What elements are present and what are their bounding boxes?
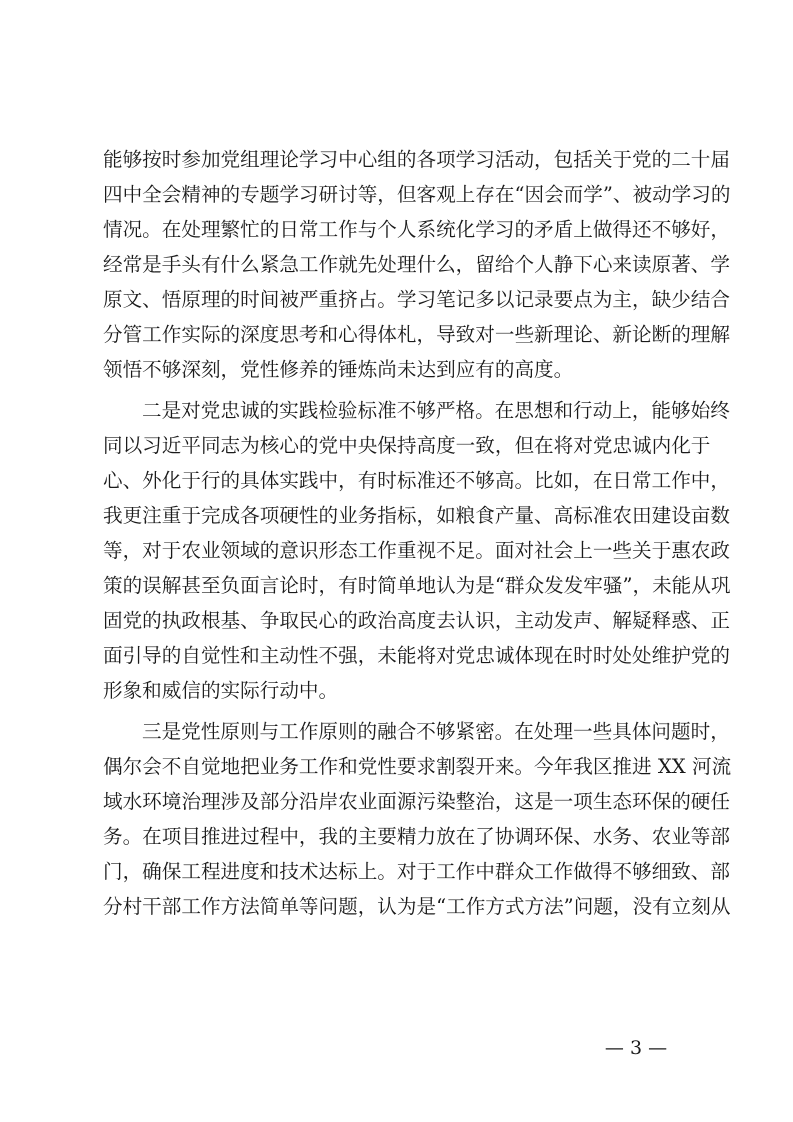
body-text bbox=[103, 142, 732, 924]
text-line: 域水环境治理涉及部分沿岸农业面源污染整治，这是一项生态环保的硬任 bbox=[103, 790, 730, 813]
text-line: 分村干部工作方法简单等问题，认为是“工作方式方法”问题，没有立刻从 bbox=[103, 895, 731, 918]
text-line: 固党的执政根基、争取民心的政治高度去认识，主动发声、解疑释惑、正 bbox=[103, 609, 730, 632]
text-line: 能够按时参加党组理论学习中心组的各项学习活动，包括关于党的二十届 bbox=[103, 148, 730, 171]
paragraph-3 bbox=[103, 714, 732, 924]
paragraph-2 bbox=[103, 393, 731, 708]
text-line: 形象和威信的实际行动中。 bbox=[103, 679, 339, 702]
text-line: 面引导的自觉性和主动性不强，未能将对党忠诚体现在时时处处维护党的 bbox=[103, 644, 730, 667]
text-line: 原文、悟原理的时间被严重挤占。学习笔记多以记录要点为主，缺少结合 bbox=[103, 288, 730, 311]
text-line: 经常是手头有什么紧急工作就先处理什么，留给个人静下心来读原著、学 bbox=[103, 253, 730, 276]
text-line: 门，确保工程进度和技术达标上。对于工作中群众工作做得不够细致、部 bbox=[103, 860, 730, 883]
page-number: — 3 — bbox=[604, 1037, 668, 1059]
text-line: 二是对党忠诚的实践检验标准不够严格。在思想和行动上，能够始终 bbox=[142, 399, 730, 422]
text-line: 等，对于农业领域的意识形态工作重视不足。面对社会上一些关于惠农政 bbox=[103, 539, 730, 562]
text-line: 三是党性原则与工作原则的融合不够紧密。在处理一些具体问题时， bbox=[142, 720, 730, 743]
text-line: 偶尔会不自觉地把业务工作和党性要求割裂开来。今年我区推进 XX 河流 bbox=[103, 755, 732, 778]
text-line: 四中全会精神的专题学习研讨等，但客观上存在“因会而学”、被动学习的 bbox=[103, 183, 731, 206]
text-line: 领悟不够深刻，党性修养的锤炼尚未达到应有的高度。 bbox=[103, 358, 574, 381]
text-line: 策的误解甚至负面言论时，有时简单地认为是“群众发发牢骚”，未能从巩 bbox=[103, 574, 731, 597]
text-line: 分管工作实际的深度思考和心得体札，导致对一些新理论、新论断的理解 bbox=[103, 323, 730, 346]
text-line: 心、外化于行的具体实践中，有时标准还不够高。比如，在日常工作中， bbox=[103, 469, 730, 492]
text-line: 务。在项目推进过程中，我的主要精力放在了协调环保、水务、农业等部 bbox=[103, 825, 730, 848]
text-line: 我更注重于完成各项硬性的业务指标，如粮食产量、高标准农田建设亩数 bbox=[103, 504, 730, 527]
text-line: 情况。在处理繁忙的日常工作与个人系统化学习的矛盾上做得还不够好， bbox=[103, 218, 730, 241]
text-line: 同以习近平同志为核心的党中央保持高度一致，但在将对党忠诚内化于 bbox=[103, 434, 711, 457]
paragraph-1 bbox=[103, 142, 731, 387]
